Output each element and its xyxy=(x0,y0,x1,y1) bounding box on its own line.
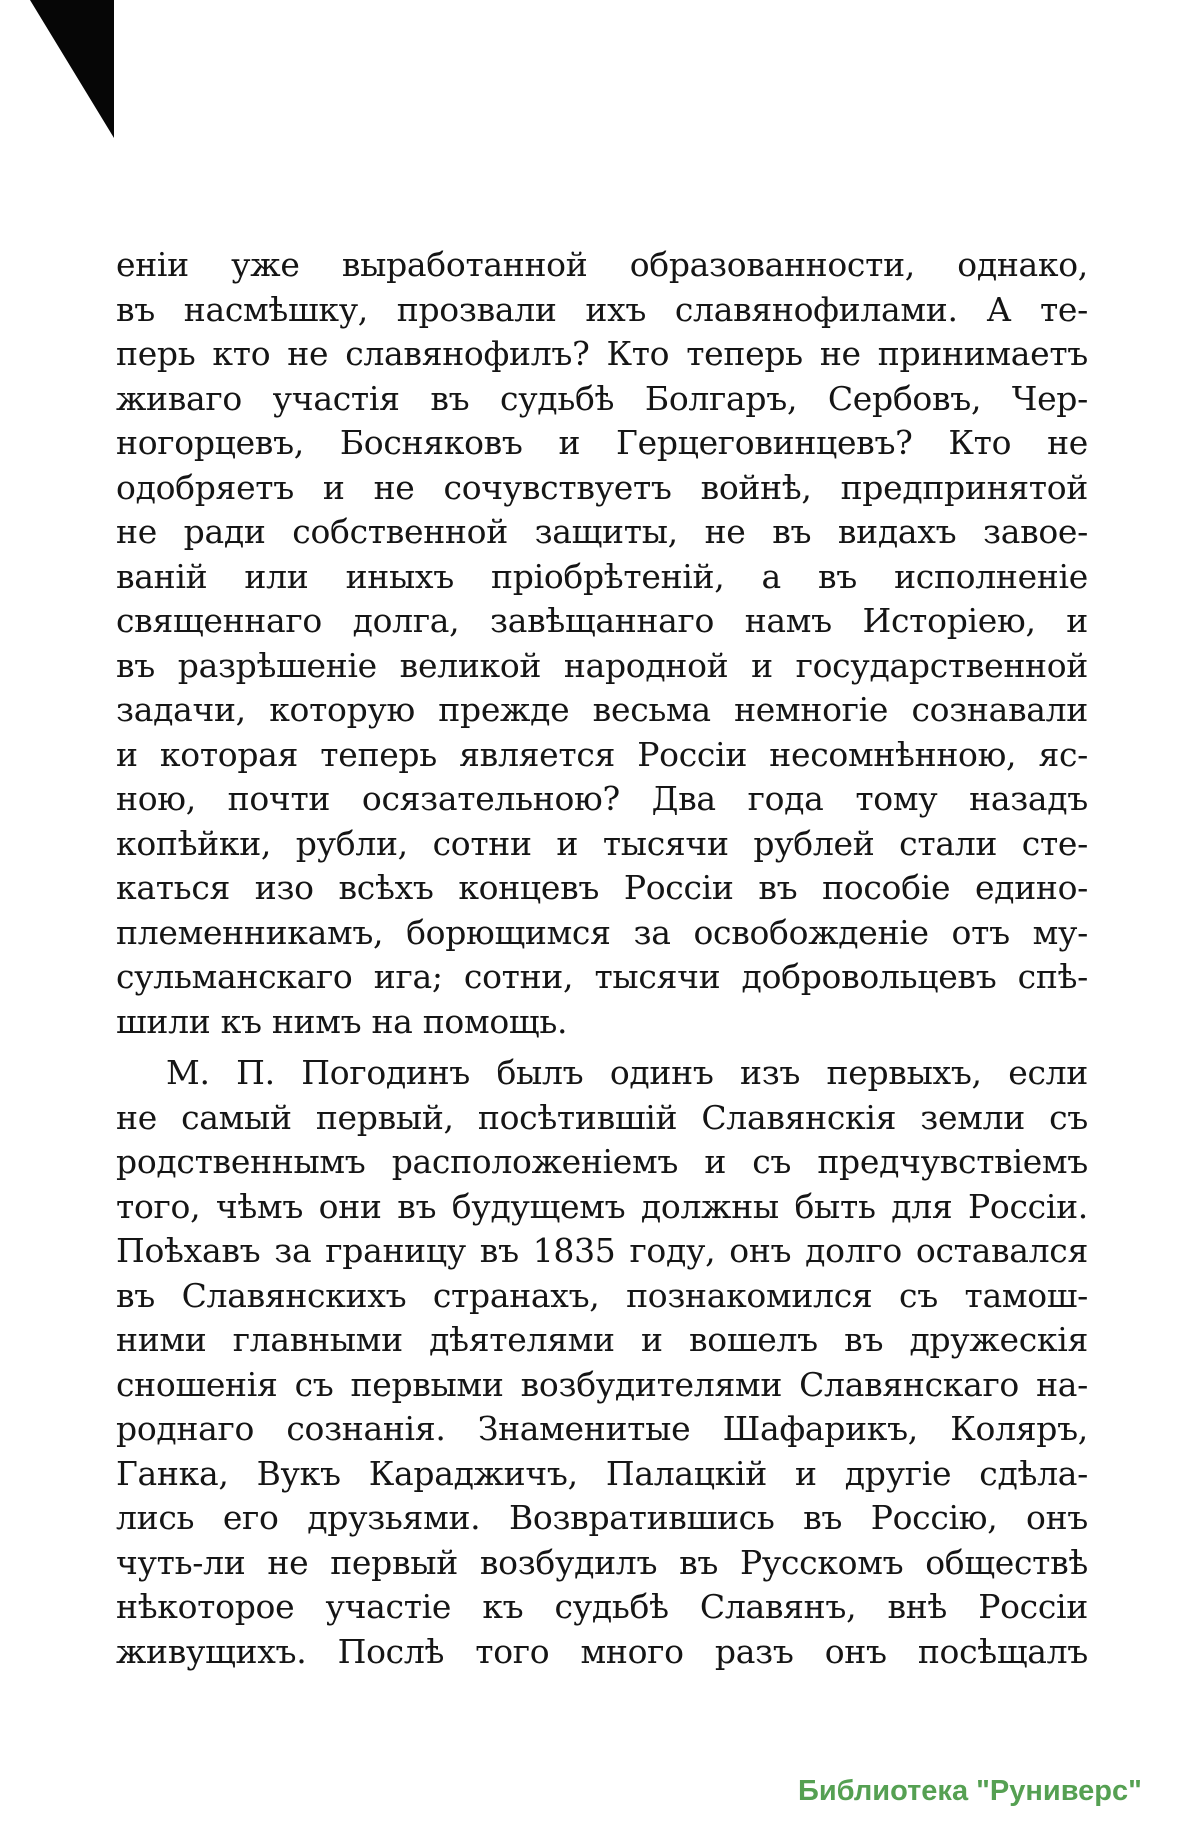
text-line: ною, почти осязательною? Два года тому назадъ xyxy=(116,779,1088,818)
text-line: Ганка, Вукъ Караджичъ, Палацкій и другіе сдѣла- xyxy=(116,1453,1088,1493)
text-line: ними главными дѣятелями и вошелъ въ дружескія xyxy=(116,1320,1088,1359)
text-line: перь кто не славянофилъ? Кто теперь не принимаетъ xyxy=(116,334,1088,373)
text-line: сношенія съ первыми возбудителями Славянскаго на- xyxy=(116,1364,1088,1404)
text-line: одобряетъ и не сочувствуетъ войнѣ, предпринятой xyxy=(116,467,1088,507)
text-line: шили къ нимъ на помощь. xyxy=(116,1001,568,1041)
page-text-block xyxy=(116,243,1088,1674)
text-line: живаго участія въ судьбѣ Болгаръ, Сербовъ, Чер- xyxy=(116,378,1088,418)
text-line: не ради собственной защиты, не въ видахъ завое- xyxy=(116,512,1088,551)
text-line: въ Славянскихъ странахъ, познакомился съ тамош- xyxy=(116,1275,1088,1315)
text-line: еніи уже выработанной образованности, однако, xyxy=(116,245,1088,284)
library-watermark: Библиотека "Руниверс" xyxy=(798,1775,1142,1807)
text-line: роднаго сознанія. Знаменитые Шафарикъ, Коляръ, xyxy=(116,1409,1088,1448)
text-line: копѣйки, рубли, сотни и тысячи рублей стали сте- xyxy=(116,823,1088,863)
paragraph xyxy=(116,243,1088,1044)
text-line: священнаго долга, завѣщаннаго намъ Исторіею, и xyxy=(116,601,1088,640)
text-line: М. П. Погодинъ былъ одинъ изъ первыхъ, если xyxy=(166,1053,1088,1092)
text-line: лись его друзьями. Возвратившись въ Россію, онъ xyxy=(116,1498,1088,1537)
paragraph xyxy=(116,1051,1088,1674)
text-line: родственнымъ расположеніемъ и съ предчувствіемъ xyxy=(116,1142,1088,1181)
text-line: Поѣхавъ за границу въ 1835 году, онъ долго оставался xyxy=(116,1231,1088,1270)
text-line: въ насмѣшку, прозвали ихъ славянофилами. А те- xyxy=(116,289,1088,329)
text-line: чуть-ли не первый возбудилъ въ Русскомъ обществѣ xyxy=(116,1542,1088,1582)
text-line: сульманскаго ига; сотни, тысячи добровольцевъ спѣ- xyxy=(116,957,1088,996)
scan-corner-artifact xyxy=(30,0,114,138)
text-line: ваній или иныхъ пріобрѣтеній, а въ исполненіе xyxy=(116,556,1088,596)
text-line: не самый первый, посѣтившій Славянскія земли съ xyxy=(116,1097,1088,1137)
text-line: нѣкоторое участіе къ судьбѣ Славянъ, внѣ Россіи xyxy=(116,1587,1088,1626)
text-line: ногорцевъ, Босняковъ и Герцеговинцевъ? Кто не xyxy=(116,423,1088,462)
text-line: задачи, которую прежде весьма немногіе сознавали xyxy=(116,690,1088,729)
text-line: племенникамъ, борющимся за освобожденіе отъ му- xyxy=(116,912,1088,952)
text-line: каться изо всѣхъ концевъ Россіи въ пособіе едино- xyxy=(116,868,1088,907)
text-line: въ разрѣшеніе великой народной и государственной xyxy=(116,645,1088,685)
text-line: и которая теперь является Россіи несомнѣнною, яс- xyxy=(116,734,1088,774)
text-line: живущихъ. Послѣ того много разъ онъ посѣщалъ xyxy=(116,1631,1088,1671)
text-line: того, чѣмъ они въ будущемъ должны быть для Россіи. xyxy=(116,1186,1088,1226)
